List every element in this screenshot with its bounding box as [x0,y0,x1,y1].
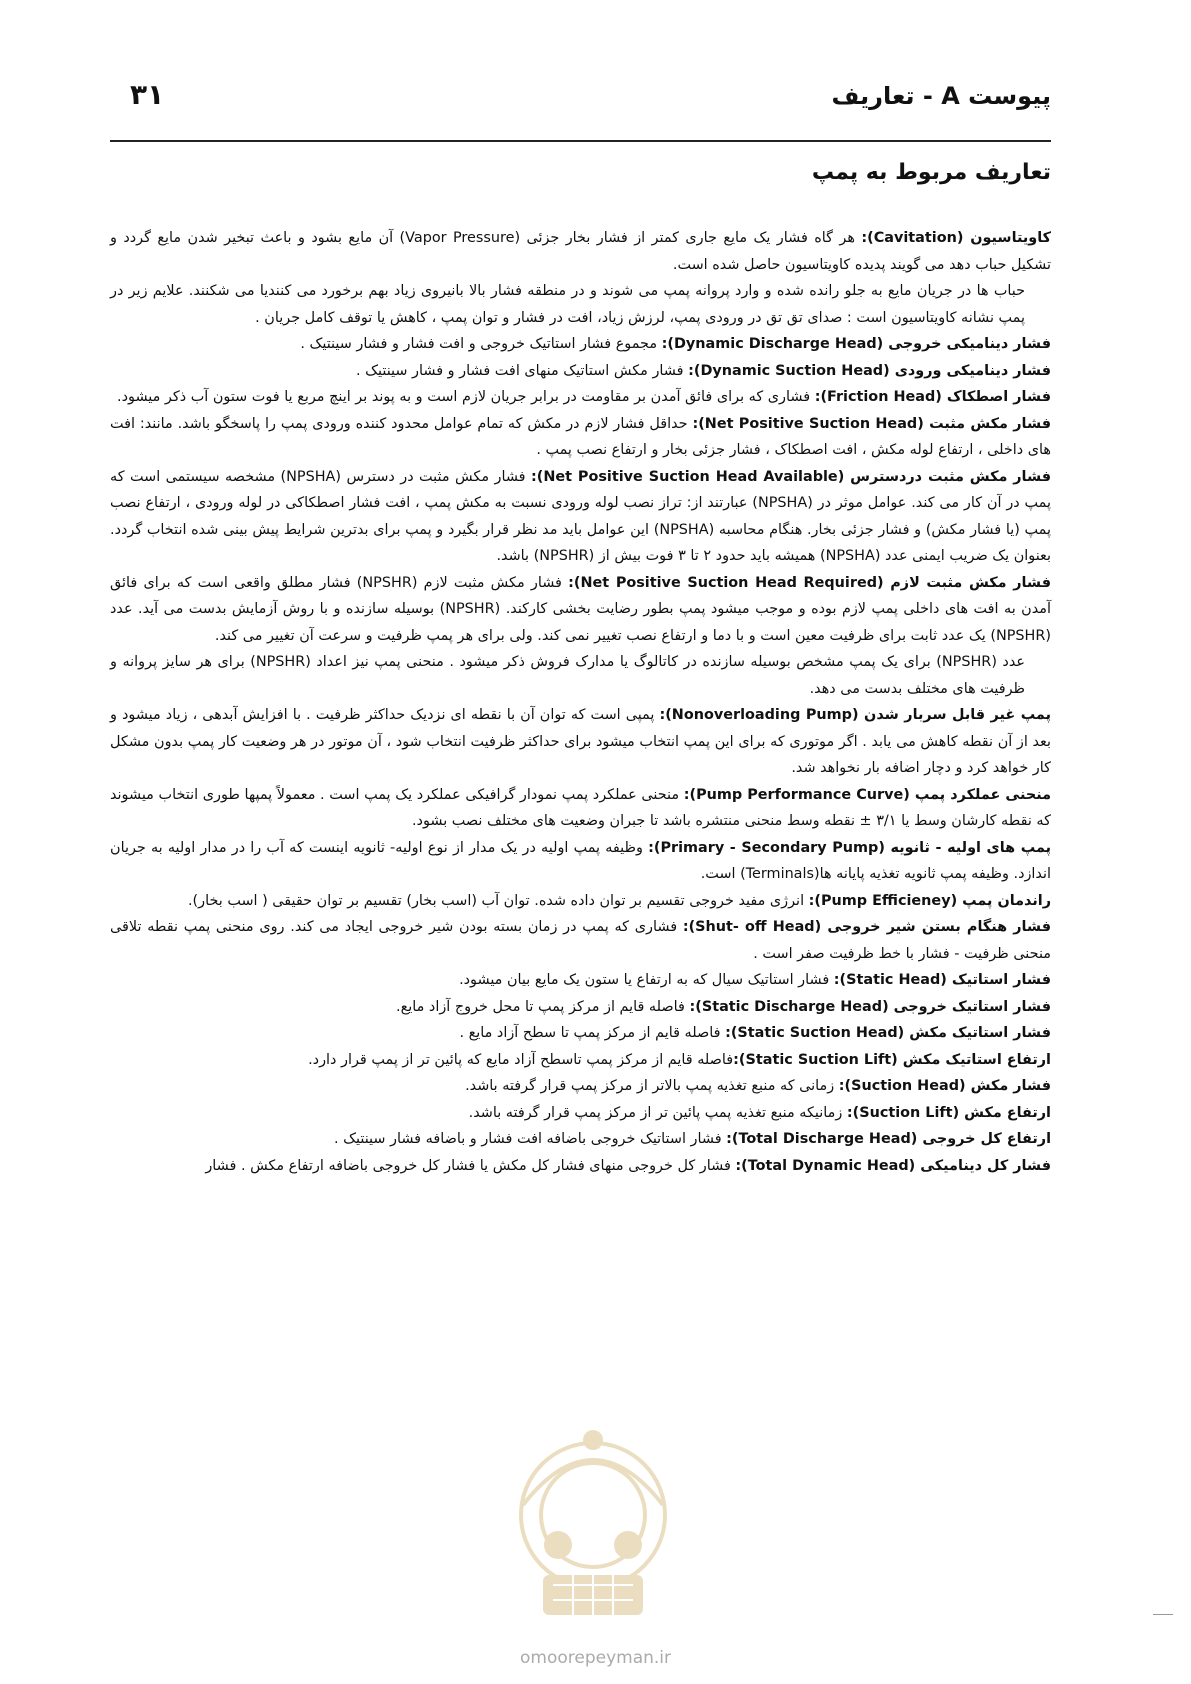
definition-static-suction-lift [110,1047,1051,1074]
definition-text: مجموع فشار استاتیک خروجی و افت فشار و فشار سینتیک . [300,336,662,352]
term: فشار دینامیکی خروجی (Dynamic Discharge Head): [661,336,1051,352]
footer-watermark-url: omoorepeyman.ir [519,1648,672,1668]
definition-npshr [110,570,1051,650]
term: فشار استاتیک مکش (Static Suction Head): [725,1025,1051,1041]
definition-primary-secondary-pump [110,835,1051,888]
term: ارتفاع مکش (Suction Lift): [846,1104,1051,1121]
term: فشار دینامیکی ورودی (Dynamic Suction Head): [688,362,1051,379]
definition-static-discharge-head [110,994,1051,1021]
definition-npsh [110,411,1051,464]
term: فشار مکش (Suction Head): [838,1078,1051,1094]
definition-text: حباب ها در جریان مایع به جلو رانده شده و وارد پروانه پمپ می شوند و در منطقه فشار بالا بانیروی زیاد بهم برخورد می کنندیا می شکنند. علایم زیر در پمپ نشانه کاویتاسیون است : صدای تق تق در ورودی پمپ، لرزش زیاد، افت در فشار و توان پمپ ، کاهش یا توقف کامل جریان . [110,283,1025,326]
definition-total-discharge-head [110,1126,1051,1153]
definition-text: فشار مکش مثبت لازم (NPSHR) فشار مطلق واقعی است که برای فائق آمدن به افت های داخلی پمپ لازم بوده و موجب میشود پمپ بطور رضایت بخشی کارکند. (NPSHR) بوسیله سازنده و با روش آزمایش بدست می آید. عدد (NPSHR) یک عدد ثابت برای ظرفیت معین است و با دما و ارتفاع نصب تغییر نمی کند. ولی برای هر پمپ ظرفیت و سرعت آن تغییر می کند. [110,574,1052,644]
definition-text: فشار استاتیک سیال که به ارتفاع یا ستون یک مایع بیان میشود. [459,972,834,988]
header-divider [110,140,1051,142]
term: راندمان پمپ (Pump Efficieney): [808,892,1051,909]
term: کاویتاسیون (Cavitation): [861,230,1051,246]
definition-pump-efficiency [110,888,1051,915]
definition-npsha [110,464,1051,570]
page-number: ۳۱ [130,78,165,111]
definition-text: پمپی است که توان آن با نقطه ای نزدیک حداکثر ظرفیت . با افزایش آبدهی ، زیاد میشود و بعد از آن نقطه کاهش می یابد . اگر موتوری که برای این پمپ انتخاب میشود برای حداکثر ظرفیت انتخاب شود ، آن موتور در هر وضعیت کار پمپ بدون مشکل کار خواهد کرد و دچار اضافه بار نخواهد شد. [110,707,1051,776]
definition-dynamic-discharge-head [110,331,1051,358]
definition-text: فشار مکش مثبت در دسترس (NPSHA) مشخصه سیستمی است که پمپ در آن کار می کند. عوامل موثر در (NPSHA) عبارتند از: تراز نصب لوله ورودی نسبت به مکش پمپ ، افت فشار اصطکاکی در لوله ورودی ، ارتفاع نصب پمپ (یا فشار مکش) و فشار جزئی بخار. هنگام محاسبه (NPSHA) این عوامل باید مد نظر قرار بگیرد و پمپ برای بدترین شرایط پیش بینی شده انتخاب گردد. بعنوان یک ضریب ایمنی عدد (NPSHA) همیشه باید حدود ۲ تا ۳ فوت بیش از (NPSHR) باشد. [110,468,1051,564]
definition-friction-head [110,384,1051,411]
definition-text: زمانیکه منبع تغذیه پمپ پائین تر از مرکز پمپ قرار گرفته باشد. [468,1104,847,1121]
header-title: پیوست A - تعاریف [831,82,1051,110]
watermark-seal-icon [488,1395,698,1625]
term: پمپ های اولیه - ثانویه (Primary - Secondary Pump): [648,839,1052,856]
term: فشار مکش مثبت دردسترس (Net Positive Suction Head Available): [531,468,1052,485]
definition-text: منحنی عملکرد پمپ نمودار گرافیکی عملکرد یک پمپ است . معمولاً پمپها طوری انتخاب میشوند که نقطه کارشان وسط یا ۳/۱ ± نقطه وسط منحنی منتشره باشد تا جبران وضعیت های مختلف نصب بشود. [110,786,1051,829]
term: فشار استاتیک خروجی (Static Discharge Head): [689,998,1051,1015]
term: فشار کل دینامیکی (Total Dynamic Head): [735,1157,1051,1174]
edge-mark [1153,1614,1173,1615]
definition-suction-head [110,1073,1051,1100]
definition-text: فشار استاتیک خروجی باضافه افت فشار و باضافه فشار سینتیک . [333,1131,727,1147]
definitions-list [110,225,1051,1179]
definition-text: فشاری که پمپ در زمان بسته بودن شیر خروجی ایجاد می کند. روی منحنی پمپ نقطه تلاقی منحنی ظرفیت - فشار با خط ظرفیت صفر است . [110,919,1051,962]
definition-dynamic-suction-head [110,358,1051,385]
definition-pump-performance-curve [110,782,1051,835]
definition-text: انرژی مفید خروجی تقسیم بر توان داده شده. توان آب (اسب بخار) تقسیم بر توان حقیقی ( اسب بخار). [187,892,809,909]
term: ارتفاع کل خروجی (Total Discharge Head): [726,1131,1051,1147]
definition-cavitation [110,225,1051,278]
definition-nonoverloading-pump [110,702,1051,782]
definition-static-suction-head [110,1020,1051,1047]
term: فشار استاتیک (Static Head): [833,972,1051,988]
definition-text: فشاری که برای فائق آمدن بر مقاومت در برابر جریان لازم است و به پوند بر اینچ مربع یا فوت ستون آب ذکر میشود. [117,389,815,405]
definition-static-head [110,967,1051,994]
section-title: تعاریف مربوط به پمپ [811,160,1051,185]
definition-text: وظیفه پمپ اولیه در یک مدار از نوع اولیه- ثانویه اینست که آب را در مدار اولیه به جریان اندازد. وظیفه پمپ ثانویه تغذیه پایانه ها(Terminals) است. [110,839,1051,882]
definition-text: فاصله قایم از مرکز پمپ تا سطح آزاد مایع . [459,1025,726,1041]
term: فشار هنگام بستن شیر خروجی (Shut- off Head): [682,919,1052,935]
definition-text: فاصله قایم از مرکز پمپ تا محل خروج آزاد مایع. [396,998,690,1015]
definition-text: عدد (NPSHR) برای یک پمپ مشخص بوسیله سازنده در کاتالوگ یا مدارک فروش ذکر میشود . منحنی پمپ نیز اعداد (NPSHR) برای هر سایز پروانه و ظرفیت های مختلف بدست می دهد. [110,654,1025,697]
term: فشار مکش مثبت (Net Positive Suction Head): [692,415,1052,432]
definition-npshr-continued [110,649,1051,702]
definition-total-dynamic-head [110,1153,1051,1180]
definition-text: فشار مکش استاتیک منهای افت فشار و فشار سینتیک . [356,362,689,379]
definition-text: فشار کل خروجی منهای فشار کل مکش یا فشار کل خروجی باضافه ارتفاع مکش . فشار [205,1157,736,1174]
definition-suction-lift [110,1100,1051,1127]
term: پمپ غیر قابل سربار شدن (Nonoverloading Pump): [659,707,1051,723]
term: فشار اصطکاک (Friction Head): [814,389,1051,405]
term: فشار مکش مثبت لازم (Net Positive Suction Head Required): [568,574,1051,591]
definition-text: زمانی که منبع تغذیه پمپ بالاتر از مرکز پمپ قرار گرفته باشد. [465,1078,839,1094]
definition-text: فاصله قایم از مرکز پمپ تاسطح آزاد مایع که پائین تر از پمپ قرار دارد. [308,1051,734,1068]
term: ارتفاع استاتیک مکش (Static Suction Lift): [733,1051,1051,1068]
definition-text: حداقل فشار لازم در مکش که تمام عوامل محدود کننده ورودی پمپ را پاسخگو باشد. مانند: افت های داخلی ، ارتفاع لوله مکش ، افت اصطکاک ، فشار جزئی بخار و ارتفاع نصب پمپ . [110,415,1051,458]
page-header [110,78,1051,118]
definition-text: هر گاه فشار یک مایع جاری کمتر از فشار بخار جزئی (Vapor Pressure) آن مایع بشود و باعث تبخیر شدن مایع گردد و تشکیل حباب دهد می گویند پدیده کاویتاسیون حاصل شده است. [110,230,1051,273]
definition-cavitation-continued [110,278,1051,331]
term: منحنی عملکرد پمپ (Pump Performance Curve): [683,786,1051,803]
definition-shut-off-head [110,914,1051,967]
